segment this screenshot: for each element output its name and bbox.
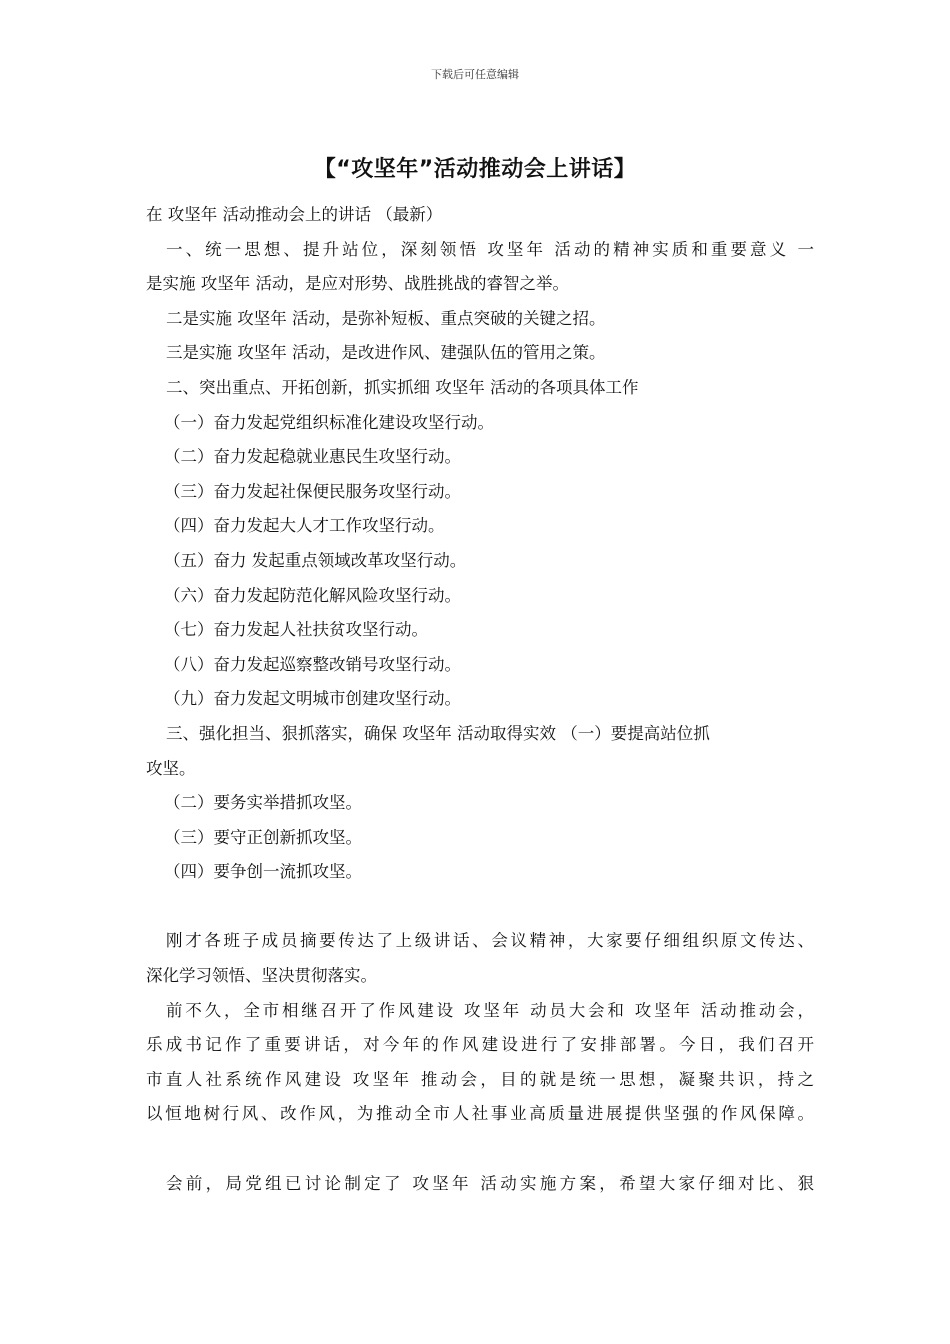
body-line: （六）奋力发起防范化解风险攻坚行动。 [164,585,461,605]
body-line: 前不久，全市相继召开了作风建设 攻坚年 动员大会和 攻坚年 活动推动会， [166,1000,814,1020]
body-line: （九）奋力发起文明城市创建攻坚行动。 [164,689,461,709]
body-line: 以恒地树行风、改作风，为推动全市人社事业高质量进展提供坚强的作风保障。 [146,1104,814,1124]
body-line: （一）奋力发起党组织标准化建设攻坚行动。 [164,412,494,432]
body-line: （五）奋力 发起重点领域改革攻坚行动。 [164,550,467,570]
body-line: （七）奋力发起人社扶贫攻坚行动。 [164,620,428,640]
body-line: 二是实施 攻坚年 活动，是弥补短板、重点突破的关键之招。 [166,308,606,328]
header-note: 下载后可任意编辑 [431,68,519,81]
body-line: （二）要务实举措抓攻坚。 [164,793,362,813]
body-line: 二、突出重点、开拓创新，抓实抓细 攻坚年 活动的各项具体工作 [166,377,639,397]
document-title: 【“攻坚年”活动推动会上讲话】 [313,157,637,182]
body-line: （三）奋力发起社保便民服务攻坚行动。 [164,481,461,501]
body-line: （四）奋力发起大人才工作攻坚行动。 [164,516,445,536]
paragraph-gap [146,890,814,925]
body-line: 是实施 攻坚年 活动，是应对形势、战胜挑战的睿智之举。 [146,274,569,294]
body-line: 刚才各班子成员摘要传达了上级讲话、会议精神，大家要仔细组织原文传达、 [166,931,814,951]
body-line: 深化学习领悟、坚决贯彻落实。 [146,966,377,986]
body-line: 在 攻坚年 活动推动会上的讲话 （最新） [146,205,443,224]
body-line: （四）要争创一流抓攻坚。 [164,862,362,882]
body-line: 会前，局党组已讨论制定了 攻坚年 活动实施方案，希望大家仔细对比、狠 [166,1173,814,1193]
body-line: 三、强化担当、狠抓落实，确保 攻坚年 活动取得实效 （一）要提高站位抓 [166,723,710,743]
document-body [146,198,814,1201]
body-line: （八）奋力发起巡察整改销号攻坚行动。 [164,654,461,674]
body-line: 攻坚。 [146,758,196,778]
body-line: 乐成书记作了重要讲话，对今年的作风建设进行了安排部署。今日，我们召开 [146,1035,814,1055]
body-line: 市直人社系统作风建设 攻坚年 推动会，目的就是统一思想，凝聚共识，持之 [146,1069,814,1089]
paragraph-gap [146,1132,814,1167]
body-line: （二）奋力发起稳就业惠民生攻坚行动。 [164,447,461,467]
body-line: （三）要守正创新抓攻坚。 [164,827,362,847]
body-line: 一、统一思想、提升站位，深刻领悟 攻坚年 活动的精神实质和重要意义 一 [166,239,814,259]
body-line: 三是实施 攻坚年 活动，是改进作风、建强队伍的管用之策。 [166,343,606,363]
